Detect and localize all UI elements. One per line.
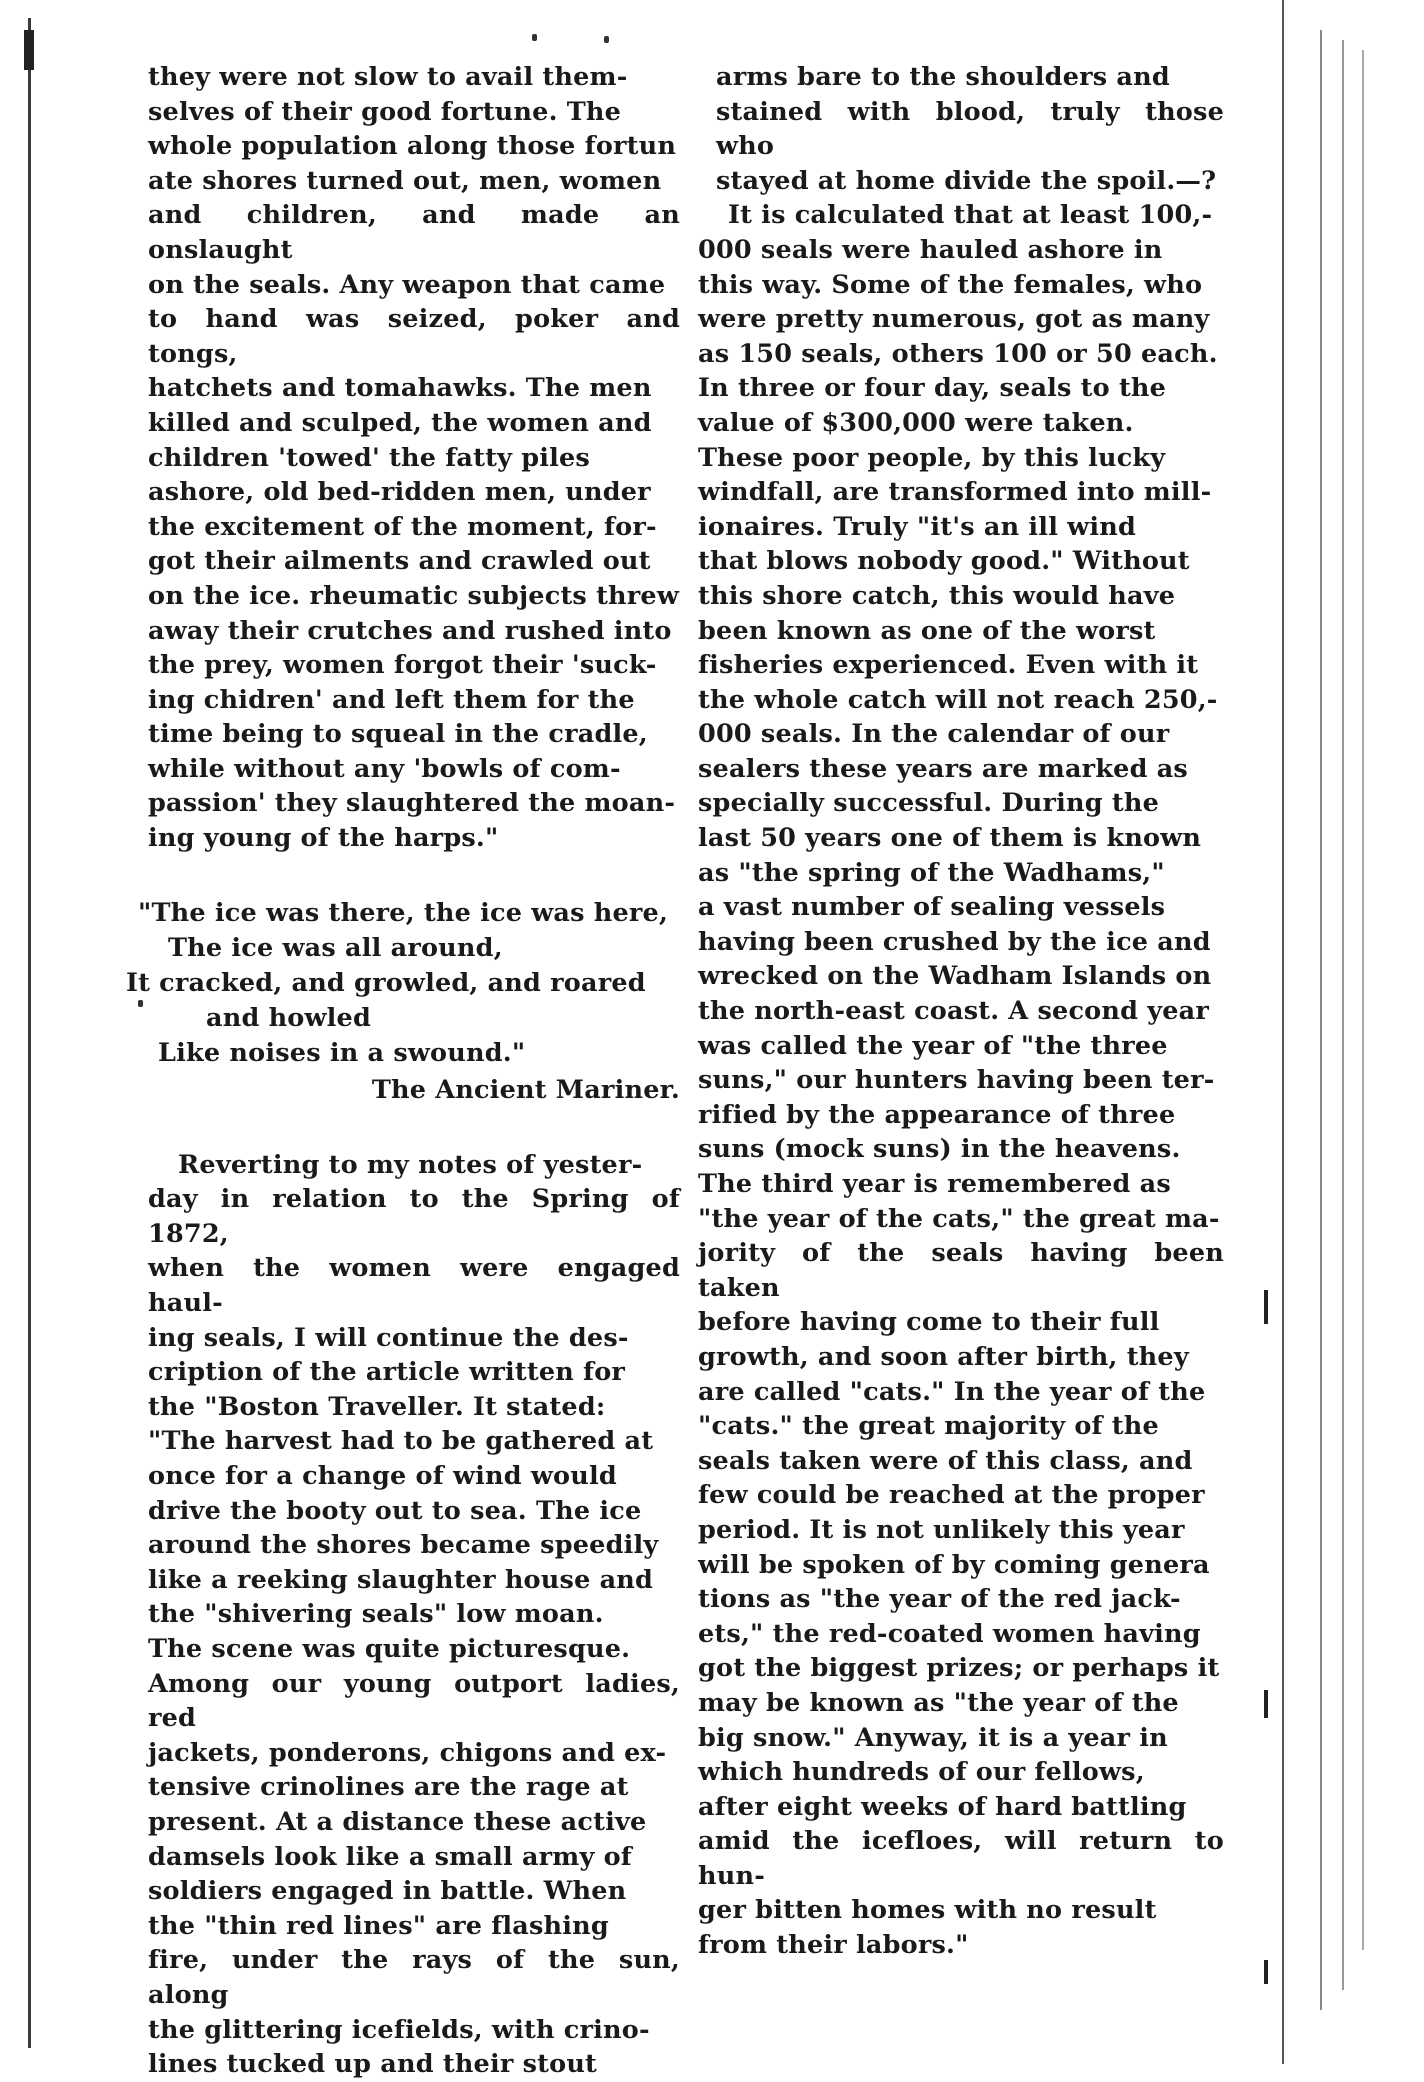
- scan-edge-mark: [1264, 1960, 1268, 1984]
- poem-line: It cracked, and growled, and roared: [126, 967, 646, 998]
- poem-line: and howled: [206, 1002, 372, 1033]
- scan-edge-mark: [1264, 1290, 1268, 1324]
- left-paragraph-1: they were not slow to avail them- selves of their good fortune. The whole population along those fortun ate shores turned out, men, women and children, and made an onslaught on the seals. Any weapon that came to hand was seized, poker and tongs, hatchets and tomahawks. The men killed and sculped, the women and children 'towed' the fatty piles ashore, old bed-ridden men, under the excitement of the moment, for- got their ailments and crawled out on the ice. rheumatic subjects threw away their crutches and rushed into the prey, women forgot their 'suck- ing chidren' and left them for the time being to squeal in the cradle, while without any 'bowls of com- passion' they slaughtered the moan- ing young of the harps.": [148, 62, 680, 854]
- page-edge: [1320, 30, 1322, 2010]
- page-edge: [1342, 40, 1344, 1990]
- page-edge: [1282, 0, 1284, 2064]
- poem-line: Like noises in a swound.": [158, 1037, 526, 1068]
- poem-quote: [126, 896, 680, 1108]
- left-paragraph-2: Reverting to my notes of yester- day in relation to the Spring of 1872, when the women were engaged haul- ing seals, I will continue the des- cription of the article written for the "Boston Traveller. It stated: "The harvest had to be gathered at once for a change of wind would drive the booty out to sea. The ice around the shores became speedily like a reeking slaughter house and the "shivering seals" low moan. The scene was quite picturesque. Among our young outport ladies, red jackets, ponderons, chigons and ex- tensive crinolines are the rage at present. At a distance these active damsels look like a small army of soldiers engaged in battle. When the "thin red lines" are flashing fire, under the rays of the sun, along the glittering icefields, with crino- lines tucked up and their stout: [148, 1149, 680, 2080]
- right-paragraph-1: arms bare to the shoulders and stained with blood, truly those who stayed at home divide the spoil.—?: [716, 62, 1224, 196]
- page-edge: [1362, 50, 1364, 1950]
- scan-dot: [532, 34, 537, 41]
- scan-edge-mark: [1264, 1690, 1268, 1718]
- poem-attribution: The Ancient Mariner.: [371, 1074, 680, 1105]
- left-column: [126, 60, 680, 2082]
- right-paragraph-2: It is calculated that at least 100,- 000 seals were hauled ashore in this way. Some of the females, who were pretty numerous, got as many as 150 seals, others 100 or 50 each. In three or four day, seals to the value of $300,000 were taken. These poor people, by this lucky windfall, are transformed into mill- ionaires. Truly "it's an ill wind that blows nobody good." Without this shore catch, this would have been known as one of the worst fisheries experienced. Even with it the whole catch will not reach 250,- 000 seals. In the calendar of our sealers these years are marked as specially successful. During the last 50 years one of them is known as "the spring of the Wadhams," a vast number of sealing vessels having been crushed by the ice and wrecked on the Wadham Islands on the north-east coast. A second year was called the year of "the three suns," our hunters having been ter- rified by the appearance of three suns (mock suns) in the heavens. The third year is remembered as "the year of the cats," the great ma- jority of the seals having been taken before having come to their full growth, and soon after birth, they are called "cats." In the year of the "cats." the great majority of the seals taken were of this class, and few could be reached at the proper period. It is not unlikely this year will be spoken of by coming genera tions as "the year of the red jack- ets," the red-coated women having got the biggest prizes; or perhaps it may be known as "the year of the big snow." Anyway, it is a year in which hundreds of our fellows, after eight weeks of hard battling amid the icefloes, will return to hun- ger bitten homes with no result from their labors.": [698, 200, 1224, 1961]
- scan-left-border: [28, 18, 31, 2048]
- scan-dot: [604, 36, 609, 43]
- poem-line: "The ice was there, the ice was here,: [138, 897, 669, 928]
- scan-left-mark: [24, 30, 34, 70]
- poem-line: The ice was all around,: [168, 932, 503, 963]
- right-column: [676, 60, 1224, 1963]
